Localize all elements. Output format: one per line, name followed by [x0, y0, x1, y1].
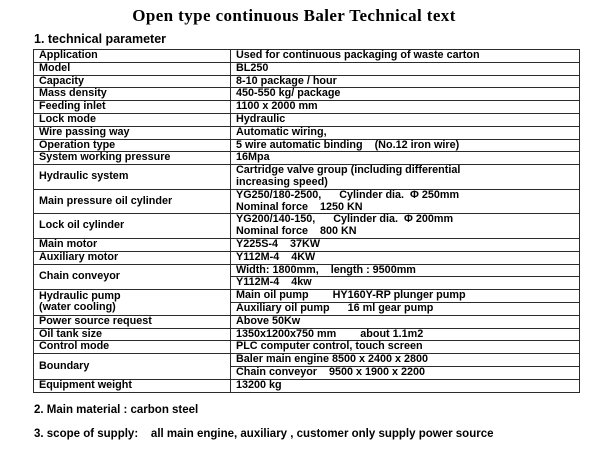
param-label-line: Lock mode: [39, 113, 96, 125]
table-row: [34, 75, 580, 88]
table-row: [34, 139, 580, 152]
table-row: [34, 189, 580, 214]
param-label-cell: [34, 354, 231, 380]
param-value-line: Nominal force 800 KN: [236, 226, 357, 238]
param-value-line: Chain conveyor 9500 x 1900 x 2200: [236, 366, 426, 378]
param-label-line: Mass density: [39, 88, 107, 100]
table-row: [34, 50, 580, 63]
param-value-cell: [231, 354, 580, 367]
param-label-cell: [34, 152, 231, 165]
param-label-cell: [34, 238, 231, 251]
param-value-line: YG200/140-150, Cylinder dia. Φ 200mm: [236, 214, 454, 226]
param-label-line: Operation type: [39, 139, 116, 151]
param-value-cell: [231, 251, 580, 264]
param-label-line: Capacity: [39, 75, 85, 87]
param-value-line: 1350x1200x750 mm about 1.1m2: [236, 328, 424, 340]
param-label-cell: [34, 62, 231, 75]
table-row: [34, 251, 580, 264]
param-label-cell: [34, 113, 231, 126]
table-row: [34, 113, 580, 126]
param-label-line: (water cooling): [39, 302, 116, 314]
param-value-cell: [231, 101, 580, 114]
table-row: [34, 101, 580, 114]
param-label-line: Control mode: [39, 341, 110, 353]
param-value-line: Y225S-4 37KW: [236, 238, 321, 250]
param-value-cell: [231, 126, 580, 139]
param-value-line: 8-10 package / hour: [236, 75, 337, 87]
table-row: [34, 341, 580, 354]
param-label-line: Power source request: [39, 315, 152, 327]
table-body: [34, 50, 580, 393]
document-title: Open type continuous Baler Technical text: [132, 6, 456, 25]
param-label-line: Model: [39, 62, 71, 74]
table-row: [34, 379, 580, 392]
param-label-cell: [34, 341, 231, 354]
param-value-cell: [231, 75, 580, 88]
param-label-cell: [34, 290, 231, 316]
param-label-line: Hydraulic system: [39, 171, 129, 183]
param-value-line: Y112M-4 4KW: [236, 251, 316, 263]
param-value-cell: [231, 290, 580, 303]
param-value-cell: [231, 50, 580, 63]
param-value-cell: [231, 315, 580, 328]
param-value-cell: [231, 88, 580, 101]
param-value-cell: [231, 366, 580, 379]
param-label-cell: [34, 189, 231, 214]
param-label-cell: [34, 165, 231, 190]
param-label-line: Auxiliary motor: [39, 251, 119, 263]
param-label-line: Feeding inlet: [39, 101, 106, 113]
param-label-cell: [34, 50, 231, 63]
param-value-cell: [231, 152, 580, 165]
param-label-line: Lock oil cylinder: [39, 220, 125, 232]
param-label-line: System working pressure: [39, 152, 171, 164]
section-2-text: 2. Main material : carbon steel: [34, 403, 199, 416]
table-row: [34, 152, 580, 165]
table-row: [34, 88, 580, 101]
param-label-line: Wire passing way: [39, 126, 130, 138]
table-row: [34, 62, 580, 75]
param-label-line: Equipment weight: [39, 379, 132, 391]
param-label-line: Oil tank size: [39, 328, 103, 340]
param-value-cell: [231, 189, 580, 214]
section-3-text: 3. scope of supply: all main engine, auxiliary , customer only supply power source: [34, 428, 494, 441]
param-value-line: 13200 kg: [236, 379, 282, 391]
param-label-cell: [34, 101, 231, 114]
param-value-line: Width: 1800mm, length : 9500mm: [236, 264, 416, 276]
param-value-cell: [231, 139, 580, 152]
param-label-cell: [34, 264, 231, 290]
param-value-line: Y112M-4 4kw: [236, 277, 312, 289]
table-row: [34, 264, 580, 277]
param-value-line: Automatic wiring,: [236, 126, 327, 138]
param-value-line: Hydraulic: [236, 113, 286, 125]
param-value-cell: [231, 214, 580, 239]
param-value-line: Cartridge valve group (including differential: [236, 165, 461, 177]
param-value-line: Nominal force 1250 KN: [236, 201, 363, 213]
param-value-line: Above 50Kw: [236, 315, 301, 327]
param-label-line: Hydraulic pump: [39, 290, 121, 302]
table-row: [34, 328, 580, 341]
param-label-line: Main motor: [39, 238, 98, 250]
table-row: [34, 354, 580, 367]
param-label-cell: [34, 126, 231, 139]
table-row: [34, 214, 580, 239]
param-value-line: 16Mpa: [236, 152, 270, 164]
param-value-cell: [231, 113, 580, 126]
param-label-cell: [34, 379, 231, 392]
param-value-line: Baler main engine 8500 x 2400 x 2800: [236, 354, 429, 366]
param-label-line: Boundary: [39, 360, 90, 372]
param-value-cell: [231, 277, 580, 290]
technical-parameters-table: [33, 49, 580, 393]
table-row: [34, 290, 580, 303]
param-value-line: Auxiliary oil pump 16 ml gear pump: [236, 302, 434, 314]
param-value-cell: [231, 264, 580, 277]
param-value-cell: [231, 302, 580, 315]
table-row: [34, 238, 580, 251]
section-1-heading: 1. technical parameter: [34, 32, 167, 46]
param-label-cell: [34, 139, 231, 152]
param-label-line: Application: [39, 50, 98, 61]
param-value-line: PLC computer control, touch screen: [236, 341, 423, 353]
param-value-cell: [231, 238, 580, 251]
param-value-line: 1100 x 2000 mm: [236, 101, 318, 113]
table-row: [34, 126, 580, 139]
param-value-cell: [231, 165, 580, 190]
param-label-cell: [34, 88, 231, 101]
param-value-cell: [231, 62, 580, 75]
param-value-line: Used for continuous packaging of waste carton: [236, 50, 480, 61]
param-label-cell: [34, 214, 231, 239]
param-value-cell: [231, 379, 580, 392]
param-value-line: Main oil pump HY160Y-RP plunger pump: [236, 290, 466, 302]
param-label-line: Chain conveyor: [39, 270, 120, 282]
param-value-cell: [231, 328, 580, 341]
param-value-line: 5 wire automatic binding (No.12 iron wire): [236, 139, 460, 151]
param-label-cell: [34, 315, 231, 328]
param-value-cell: [231, 341, 580, 354]
table-row: [34, 315, 580, 328]
param-label-cell: [34, 75, 231, 88]
param-label-cell: [34, 251, 231, 264]
param-value-line: BL250: [236, 62, 269, 74]
table-row: [34, 165, 580, 190]
param-value-line: increasing speed): [236, 176, 328, 188]
param-value-line: YG250/180-2500, Cylinder dia. Φ 250mm: [236, 189, 460, 201]
param-label-cell: [34, 328, 231, 341]
param-value-line: 450-550 kg/ package: [236, 88, 341, 100]
param-label-line: Main pressure oil cylinder: [39, 195, 173, 207]
